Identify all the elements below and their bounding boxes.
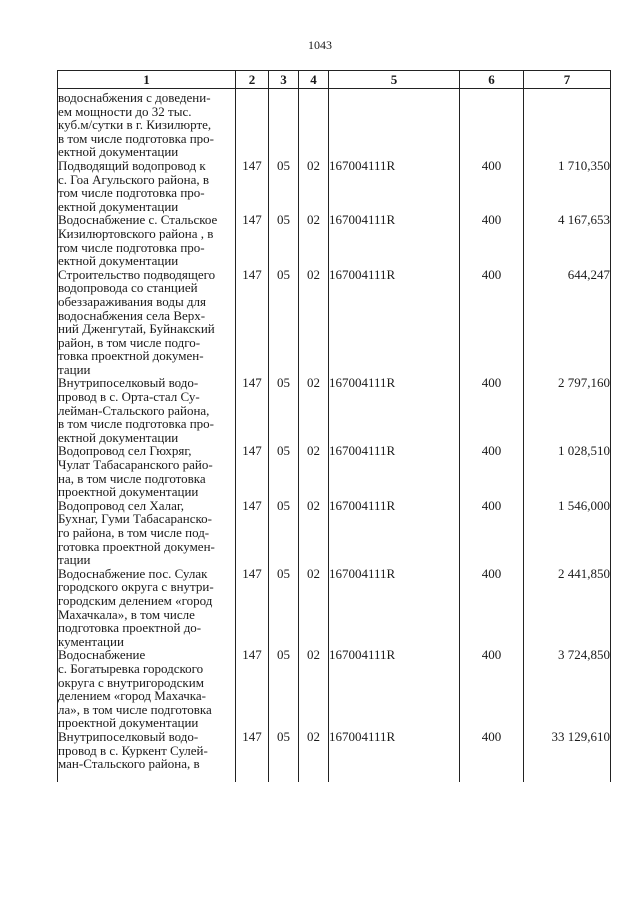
section-cell: 05 (269, 567, 299, 649)
table-row (58, 444, 611, 498)
expense-type-cell: 400 (460, 444, 524, 498)
amount-cell: 3 724,850 (524, 648, 611, 730)
expense-type-cell: 400 (460, 499, 524, 567)
section-cell: 05 (269, 376, 299, 444)
table-row (58, 268, 611, 377)
section-cell: 05 (269, 499, 299, 567)
expense-type-cell (460, 89, 524, 159)
column-header: 4 (299, 71, 329, 89)
amount-cell: 2 797,160 (524, 376, 611, 444)
budget-table (57, 70, 611, 782)
expense-type-cell: 400 (460, 567, 524, 649)
section-cell: 05 (269, 268, 299, 377)
item-name-cell: Подводящий водопровод к с. Гоа Агульского района, в том числе подготовка про- ектной документации (58, 159, 236, 213)
column-header: 7 (524, 71, 611, 89)
subsection-cell (299, 89, 329, 159)
item-name-cell: водоснабжения с доведени- ем мощности до 32 тыс. куб.м/сутки в г. Кизилюрте, в том числе подготовка про- ектной документации (58, 89, 236, 159)
target-code-cell: 167004111R (329, 159, 460, 213)
amount-cell: 1 710,350 (524, 159, 611, 213)
table-row (58, 213, 611, 267)
table-row (58, 376, 611, 444)
chapter-cell: 147 (236, 567, 269, 649)
section-cell: 05 (269, 159, 299, 213)
table-header-row (58, 71, 611, 89)
table-row (58, 567, 611, 649)
section-cell (269, 89, 299, 159)
amount-cell: 644,247 (524, 268, 611, 377)
subsection-cell: 02 (299, 444, 329, 498)
section-cell: 05 (269, 444, 299, 498)
target-code-cell: 167004111R (329, 268, 460, 377)
target-code-cell: 167004111R (329, 376, 460, 444)
section-cell: 05 (269, 213, 299, 267)
expense-type-cell: 400 (460, 376, 524, 444)
expense-type-cell: 400 (460, 159, 524, 213)
target-code-cell: 167004111R (329, 499, 460, 567)
amount-cell: 1 546,000 (524, 499, 611, 567)
item-name-cell: Водопровод сел Гюхряг, Чулат Табасаранского райо- на, в том числе подготовка проектной документации (58, 444, 236, 498)
table-row (58, 89, 611, 159)
item-name-cell: Внутрипоселковый водо- провод в с. Орта-стал Су- лейман-Стальского района, в том числе подготовка про- ектной документации (58, 376, 236, 444)
chapter-cell: 147 (236, 648, 269, 730)
target-code-cell: 167004111R (329, 567, 460, 649)
amount-cell: 2 441,850 (524, 567, 611, 649)
column-header: 1 (58, 71, 236, 89)
section-cell: 05 (269, 648, 299, 730)
amount-cell (524, 89, 611, 159)
amount-cell: 4 167,653 (524, 213, 611, 267)
chapter-cell: 147 (236, 159, 269, 213)
column-header: 2 (236, 71, 269, 89)
subsection-cell: 02 (299, 268, 329, 377)
subsection-cell: 02 (299, 213, 329, 267)
subsection-cell: 02 (299, 159, 329, 213)
table-row (58, 648, 611, 730)
chapter-cell: 147 (236, 499, 269, 567)
table-row (58, 730, 611, 782)
page-number: 1043 (308, 38, 332, 52)
item-name-cell: Внутрипоселковый водо- провод в с. Куркент Сулей- ман-Стальского района, в (58, 730, 236, 782)
column-header: 3 (269, 71, 299, 89)
chapter-cell: 147 (236, 376, 269, 444)
chapter-cell: 147 (236, 444, 269, 498)
chapter-cell: 147 (236, 268, 269, 377)
chapter-cell (236, 89, 269, 159)
subsection-cell: 02 (299, 567, 329, 649)
amount-cell: 33 129,610 (524, 730, 611, 782)
expense-type-cell: 400 (460, 213, 524, 267)
expense-type-cell: 400 (460, 268, 524, 377)
subsection-cell: 02 (299, 376, 329, 444)
item-name-cell: Водоснабжение пос. Сулак городского округа с внутри- городским делением «город Махачкала», в том числе подготовка проектной до- кументации (58, 567, 236, 649)
item-name-cell: Водоснабжение с. Богатыревка городского округа с внутригородским делением «город Махачка- ла», в том числе подготовка проектной документации (58, 648, 236, 730)
item-name-cell: Водоснабжение с. Стальское Кизилюртовского района , в том числе подготовка про- ектной документации (58, 213, 236, 267)
expense-type-cell: 400 (460, 730, 524, 782)
chapter-cell: 147 (236, 730, 269, 782)
subsection-cell: 02 (299, 730, 329, 782)
target-code-cell: 167004111R (329, 730, 460, 782)
amount-cell: 1 028,510 (524, 444, 611, 498)
target-code-cell: 167004111R (329, 213, 460, 267)
target-code-cell: 167004111R (329, 648, 460, 730)
subsection-cell: 02 (299, 648, 329, 730)
subsection-cell: 02 (299, 499, 329, 567)
column-header: 6 (460, 71, 524, 89)
table-row (58, 499, 611, 567)
section-cell: 05 (269, 730, 299, 782)
chapter-cell: 147 (236, 213, 269, 267)
target-code-cell (329, 89, 460, 159)
item-name-cell: Водопровод сел Халаг, Бухнаг, Гуми Табасаранско- го района, в том числе под- готовка проектной докумен- тации (58, 499, 236, 567)
item-name-cell: Строительство подводящего водопровода со станцией обеззараживания воды для водоснабжения села Верх- ний Дженгутай, Буйнакский район, в том числе подго- товка проектной докумен- тации (58, 268, 236, 377)
expense-type-cell: 400 (460, 648, 524, 730)
column-header: 5 (329, 71, 460, 89)
target-code-cell: 167004111R (329, 444, 460, 498)
table-row (58, 159, 611, 213)
